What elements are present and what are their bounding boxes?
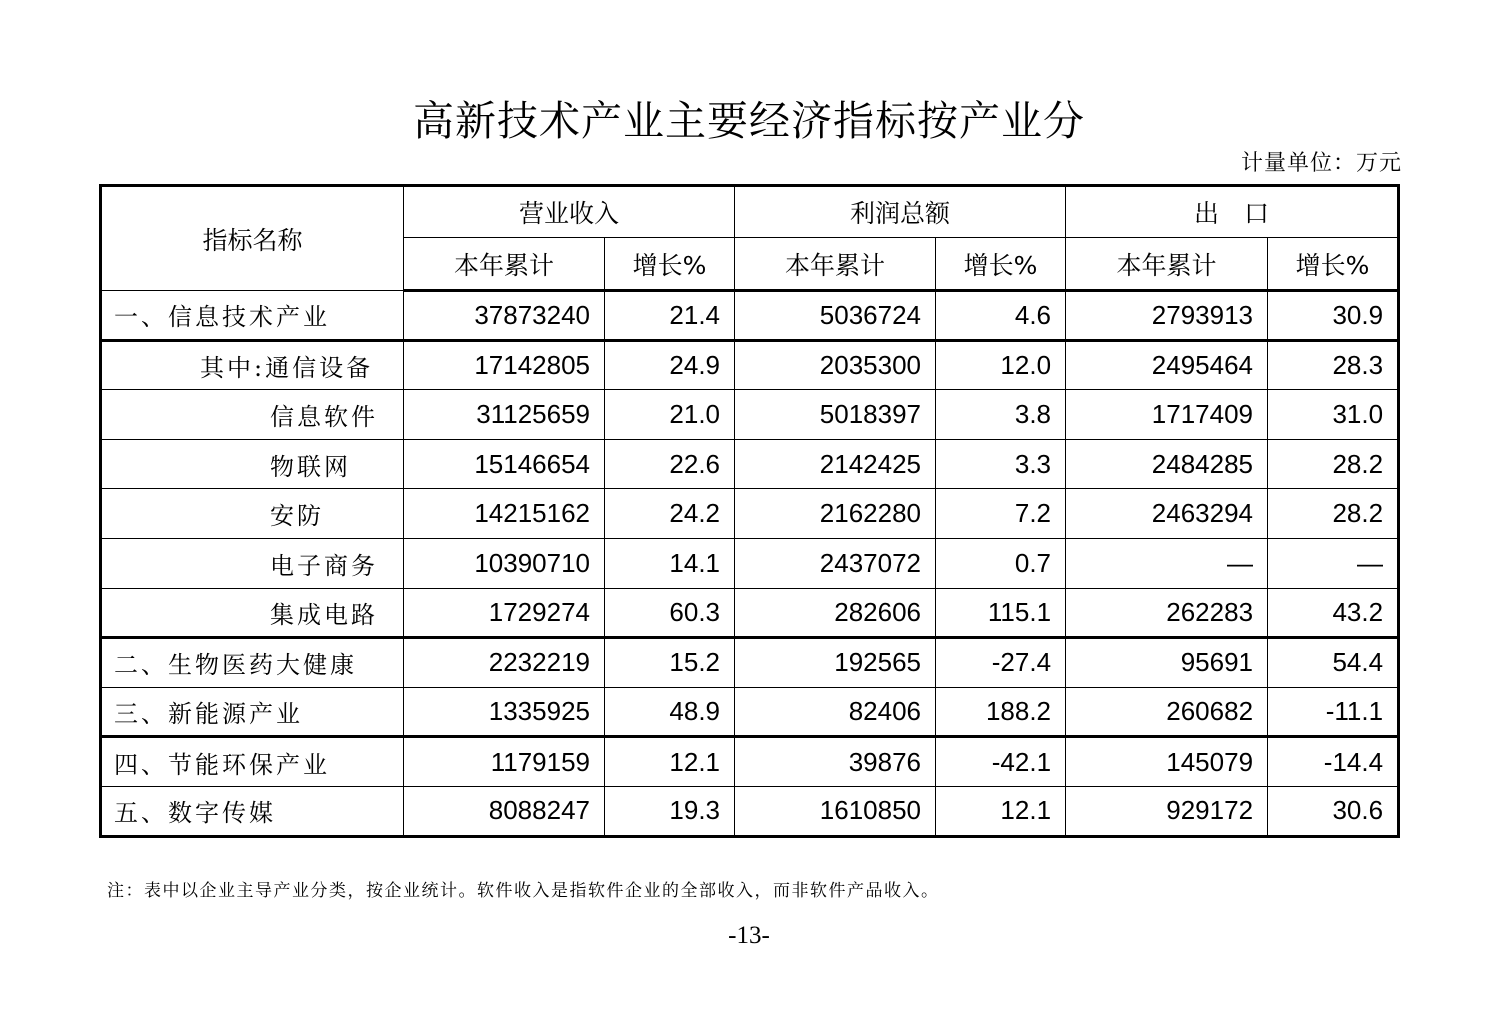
- header-group-revenue: 营业收入: [404, 186, 735, 238]
- cell-growth: 19.3: [605, 786, 735, 836]
- cell-growth: 12.0: [936, 340, 1066, 390]
- row-indicator-name: 信息软件: [101, 390, 404, 440]
- cell-cumulative: 1179159: [404, 737, 605, 787]
- cell-growth: 48.9: [605, 687, 735, 737]
- row-indicator-name: 五、数字传媒: [101, 786, 404, 836]
- cell-cumulative: 1335925: [404, 687, 605, 737]
- cell-cumulative: 1729274: [404, 588, 605, 638]
- footnote: 注：表中以企业主导产业分类，按企业统计。软件收入是指软件企业的全部收入，而非软件产品收入。: [107, 881, 940, 901]
- header-sub-cumulative: 本年累计: [1066, 238, 1268, 291]
- row-indicator-name: 集成电路: [101, 588, 404, 638]
- row-indicator-name: 四、节能环保产业: [101, 737, 404, 787]
- cell-growth: 12.1: [936, 786, 1066, 836]
- header-sub-cumulative: 本年累计: [735, 238, 936, 291]
- cell-growth: 54.4: [1268, 638, 1399, 688]
- cell-growth: 28.3: [1268, 340, 1399, 390]
- cell-growth: —: [1268, 538, 1399, 588]
- row-indicator-name: 安防: [101, 489, 404, 539]
- header-sub-growth: 增长%: [605, 238, 735, 291]
- cell-cumulative: 1717409: [1066, 390, 1268, 440]
- table-row: [101, 489, 1399, 539]
- header-group-profit: 利润总额: [735, 186, 1066, 238]
- cell-cumulative: 10390710: [404, 538, 605, 588]
- cell-cumulative: 2495464: [1066, 340, 1268, 390]
- unit-label: 计量单位：万元: [1240, 151, 1402, 176]
- header-indicator-name: 指标名称: [101, 186, 404, 291]
- cell-cumulative: 2437072: [735, 538, 936, 588]
- cell-growth: 15.2: [605, 638, 735, 688]
- table-row: [101, 390, 1399, 440]
- cell-growth: 0.7: [936, 538, 1066, 588]
- cell-growth: 28.2: [1268, 439, 1399, 489]
- cell-cumulative: 192565: [735, 638, 936, 688]
- cell-growth: 3.3: [936, 439, 1066, 489]
- cell-cumulative: 262283: [1066, 588, 1268, 638]
- cell-growth: 115.1: [936, 588, 1066, 638]
- cell-growth: 24.2: [605, 489, 735, 539]
- cell-cumulative: 95691: [1066, 638, 1268, 688]
- cell-cumulative: 37873240: [404, 291, 605, 341]
- cell-cumulative: 2142425: [735, 439, 936, 489]
- cell-cumulative: 282606: [735, 588, 936, 638]
- row-indicator-name: 三、新能源产业: [101, 687, 404, 737]
- cell-growth: 60.3: [605, 588, 735, 638]
- page-title: 高新技术产业主要经济指标按产业分: [413, 97, 1085, 145]
- cell-cumulative: —: [1066, 538, 1268, 588]
- indicator-table: [99, 184, 1400, 838]
- table-row: [101, 340, 1399, 390]
- cell-cumulative: 5036724: [735, 291, 936, 341]
- header-sub-growth: 增长%: [1268, 238, 1399, 291]
- cell-cumulative: 929172: [1066, 786, 1268, 836]
- cell-cumulative: 17142805: [404, 340, 605, 390]
- cell-cumulative: 1610850: [735, 786, 936, 836]
- row-indicator-name: 电子商务: [101, 538, 404, 588]
- cell-cumulative: 5018397: [735, 390, 936, 440]
- cell-growth: -11.1: [1268, 687, 1399, 737]
- table-row: [101, 638, 1399, 688]
- cell-growth: 43.2: [1268, 588, 1399, 638]
- cell-growth: 12.1: [605, 737, 735, 787]
- table-row: [101, 291, 1399, 341]
- cell-growth: 22.6: [605, 439, 735, 489]
- row-indicator-name: 其中:通信设备: [101, 340, 404, 390]
- cell-growth: 4.6: [936, 291, 1066, 341]
- row-indicator-name: 物联网: [101, 439, 404, 489]
- cell-cumulative: 145079: [1066, 737, 1268, 787]
- cell-cumulative: 260682: [1066, 687, 1268, 737]
- header-sub-growth: 增长%: [936, 238, 1066, 291]
- cell-cumulative: 2035300: [735, 340, 936, 390]
- cell-cumulative: 82406: [735, 687, 936, 737]
- cell-cumulative: 2793913: [1066, 291, 1268, 341]
- cell-cumulative: 2484285: [1066, 439, 1268, 489]
- cell-cumulative: 2463294: [1066, 489, 1268, 539]
- cell-growth: 188.2: [936, 687, 1066, 737]
- header-group-export: 出 口: [1066, 186, 1399, 238]
- cell-growth: 21.4: [605, 291, 735, 341]
- table-row: [101, 687, 1399, 737]
- cell-growth: 3.8: [936, 390, 1066, 440]
- table-row: [101, 439, 1399, 489]
- table-row: [101, 588, 1399, 638]
- page-number: -13-: [728, 922, 770, 949]
- table-row: [101, 786, 1399, 836]
- row-indicator-name: 一、信息技术产业: [101, 291, 404, 341]
- cell-growth: 21.0: [605, 390, 735, 440]
- table-row: [101, 737, 1399, 787]
- cell-growth: 31.0: [1268, 390, 1399, 440]
- cell-growth: -14.4: [1268, 737, 1399, 787]
- cell-cumulative: 2232219: [404, 638, 605, 688]
- cell-cumulative: 15146654: [404, 439, 605, 489]
- cell-growth: 30.6: [1268, 786, 1399, 836]
- cell-cumulative: 14215162: [404, 489, 605, 539]
- header-sub-cumulative: 本年累计: [404, 238, 605, 291]
- cell-growth: 30.9: [1268, 291, 1399, 341]
- table-row: [101, 538, 1399, 588]
- cell-growth: -27.4: [936, 638, 1066, 688]
- cell-growth: 7.2: [936, 489, 1066, 539]
- cell-growth: 28.2: [1268, 489, 1399, 539]
- header-row-groups: [101, 186, 1399, 238]
- cell-cumulative: 8088247: [404, 786, 605, 836]
- cell-cumulative: 2162280: [735, 489, 936, 539]
- cell-cumulative: 39876: [735, 737, 936, 787]
- cell-growth: 14.1: [605, 538, 735, 588]
- row-indicator-name: 二、生物医药大健康: [101, 638, 404, 688]
- cell-cumulative: 31125659: [404, 390, 605, 440]
- cell-growth: 24.9: [605, 340, 735, 390]
- cell-growth: -42.1: [936, 737, 1066, 787]
